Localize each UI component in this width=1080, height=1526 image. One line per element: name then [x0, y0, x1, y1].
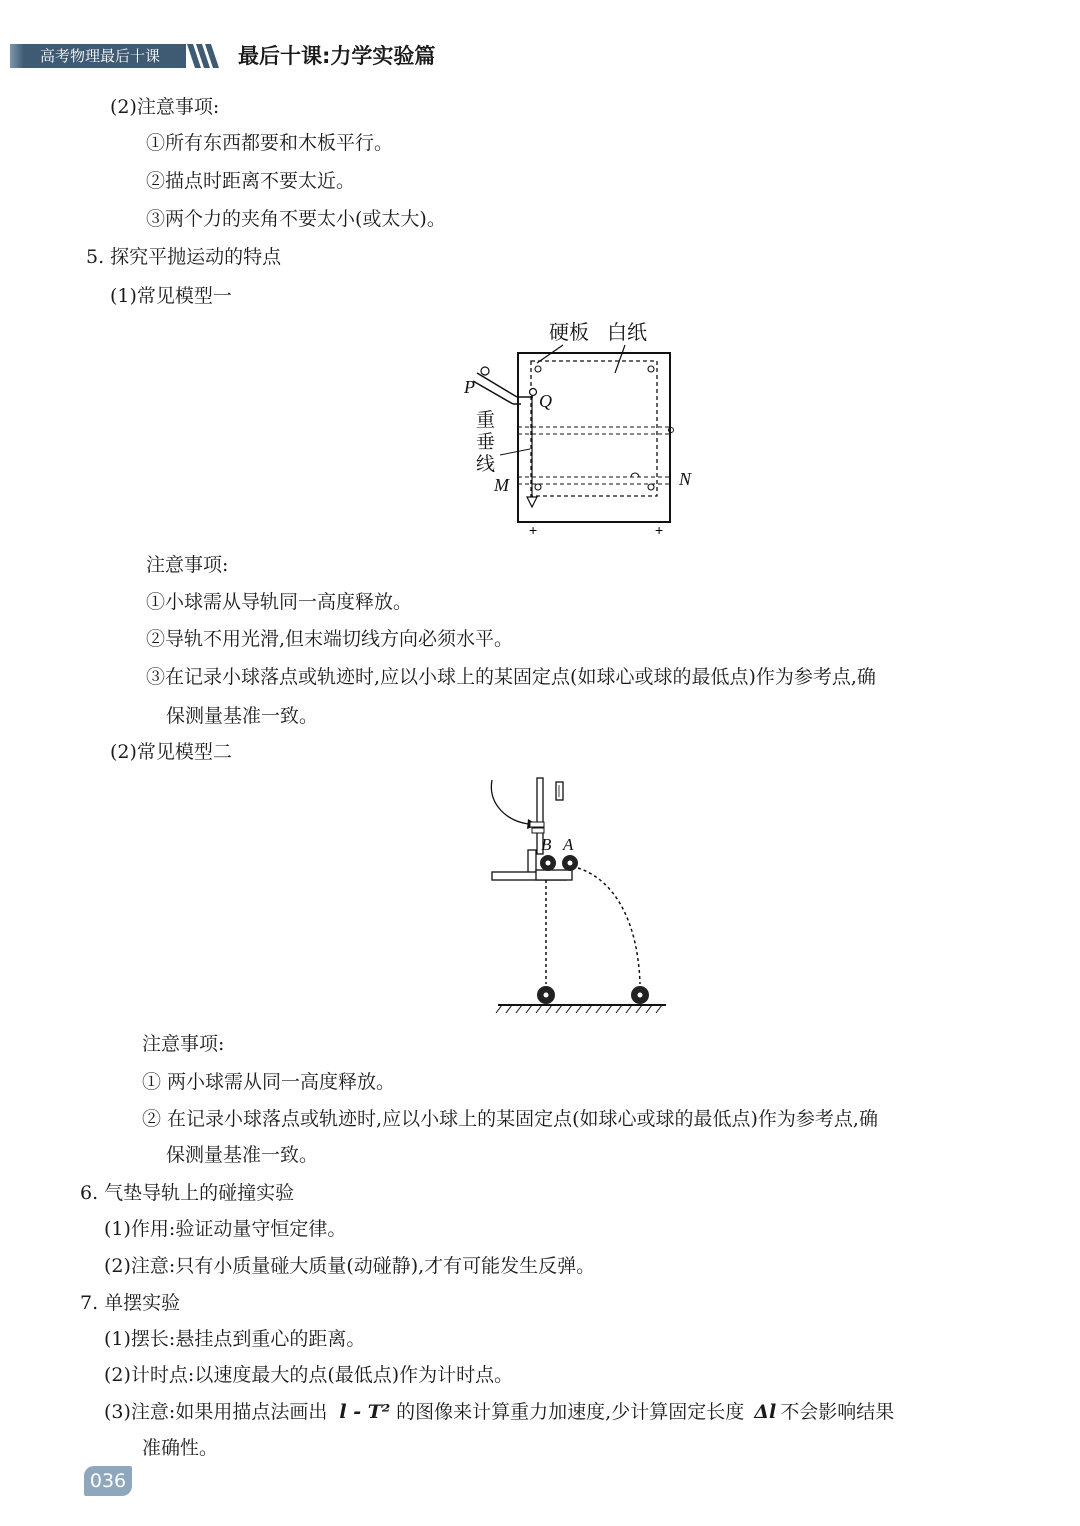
list-item: (1)摆长:悬挂点到重心的距离。: [104, 1328, 366, 1350]
list-item: (1)作用:验证动量守恒定律。: [104, 1218, 347, 1240]
list-item: (2)注意:只有小质量碰大质量(动碰静),才有可能发生反弹。: [104, 1255, 596, 1277]
series-banner: 高考物理最后十课: [10, 44, 186, 68]
note-item: ①小球需从导轨同一高度释放。: [146, 591, 413, 613]
page-header-title: 最后十课:力学实验篇: [238, 44, 436, 68]
section-title: 6. 气垫导轨上的碰撞实验: [80, 1182, 295, 1204]
label-plumb-2: 垂: [476, 432, 496, 453]
note-item: ② 在记录小球落点或轨迹时,应以小球上的某固定点(如球心或球的最低点)作为参考点,确: [142, 1108, 878, 1130]
label-n: N: [679, 469, 692, 489]
formula-delta-l: Δl: [754, 1401, 777, 1423]
figure-two-balls-drop: [480, 772, 680, 1022]
note-item-continued: 保测量基准一致。: [166, 1144, 319, 1166]
formula-l-t2: l - T²: [339, 1401, 391, 1423]
label-q: Q: [539, 391, 552, 411]
list-item: (2)计时点:以速度最大的点(最低点)作为计时点。: [104, 1364, 514, 1386]
label-plumb-1: 重: [476, 410, 496, 431]
note-item: ③在记录小球落点或轨迹时,应以小球上的某固定点(如球心或球的最低点)作为参考点,确: [146, 666, 876, 688]
figure-projectile-board: [455, 315, 715, 540]
label-a: A: [563, 835, 574, 854]
notes-heading: (2)注意事项:: [110, 96, 220, 118]
notes-heading: 注意事项:: [146, 554, 229, 576]
svg-text:+: +: [529, 522, 538, 538]
note-item: ① 两小球需从同一高度释放。: [142, 1071, 396, 1093]
note-item: ①所有东西都要和木板平行。: [146, 132, 394, 154]
section-title: 5. 探究平抛运动的特点: [86, 246, 282, 268]
note-item: ②导轨不用光滑,但末端切线方向必须水平。: [146, 628, 514, 650]
label-p: P: [464, 377, 475, 397]
list-item-continued: 准确性。: [142, 1437, 219, 1459]
list-item-text: (3)注意:如果用描点法画出: [104, 1401, 328, 1423]
note-item: ②描点时距离不要太近。: [146, 170, 356, 192]
note-item-continued: 保测量基准一致。: [166, 705, 319, 727]
list-item-text: 不会影响结果: [780, 1401, 895, 1423]
banner-slash-decoration: [187, 44, 219, 68]
label-plumb-3: 线: [476, 454, 496, 475]
section-title: 7. 单摆实验: [80, 1292, 181, 1314]
label-board: 硬板: [549, 322, 589, 344]
label-m: M: [494, 475, 509, 495]
subsection-title: (1)常见模型一: [110, 285, 232, 307]
svg-text:+: +: [655, 522, 664, 538]
notes-heading: 注意事项:: [142, 1033, 225, 1055]
list-item: [104, 1399, 894, 1425]
page-number-badge: 036: [84, 1466, 132, 1496]
list-item-text: 的图像来计算重力加速度,少计算固定长度: [396, 1401, 745, 1423]
subsection-title: (2)常见模型二: [110, 741, 232, 763]
label-paper: 白纸: [607, 322, 647, 344]
note-item: ③两个力的夹角不要太小(或太大)。: [146, 208, 446, 230]
label-b: B: [541, 835, 552, 854]
